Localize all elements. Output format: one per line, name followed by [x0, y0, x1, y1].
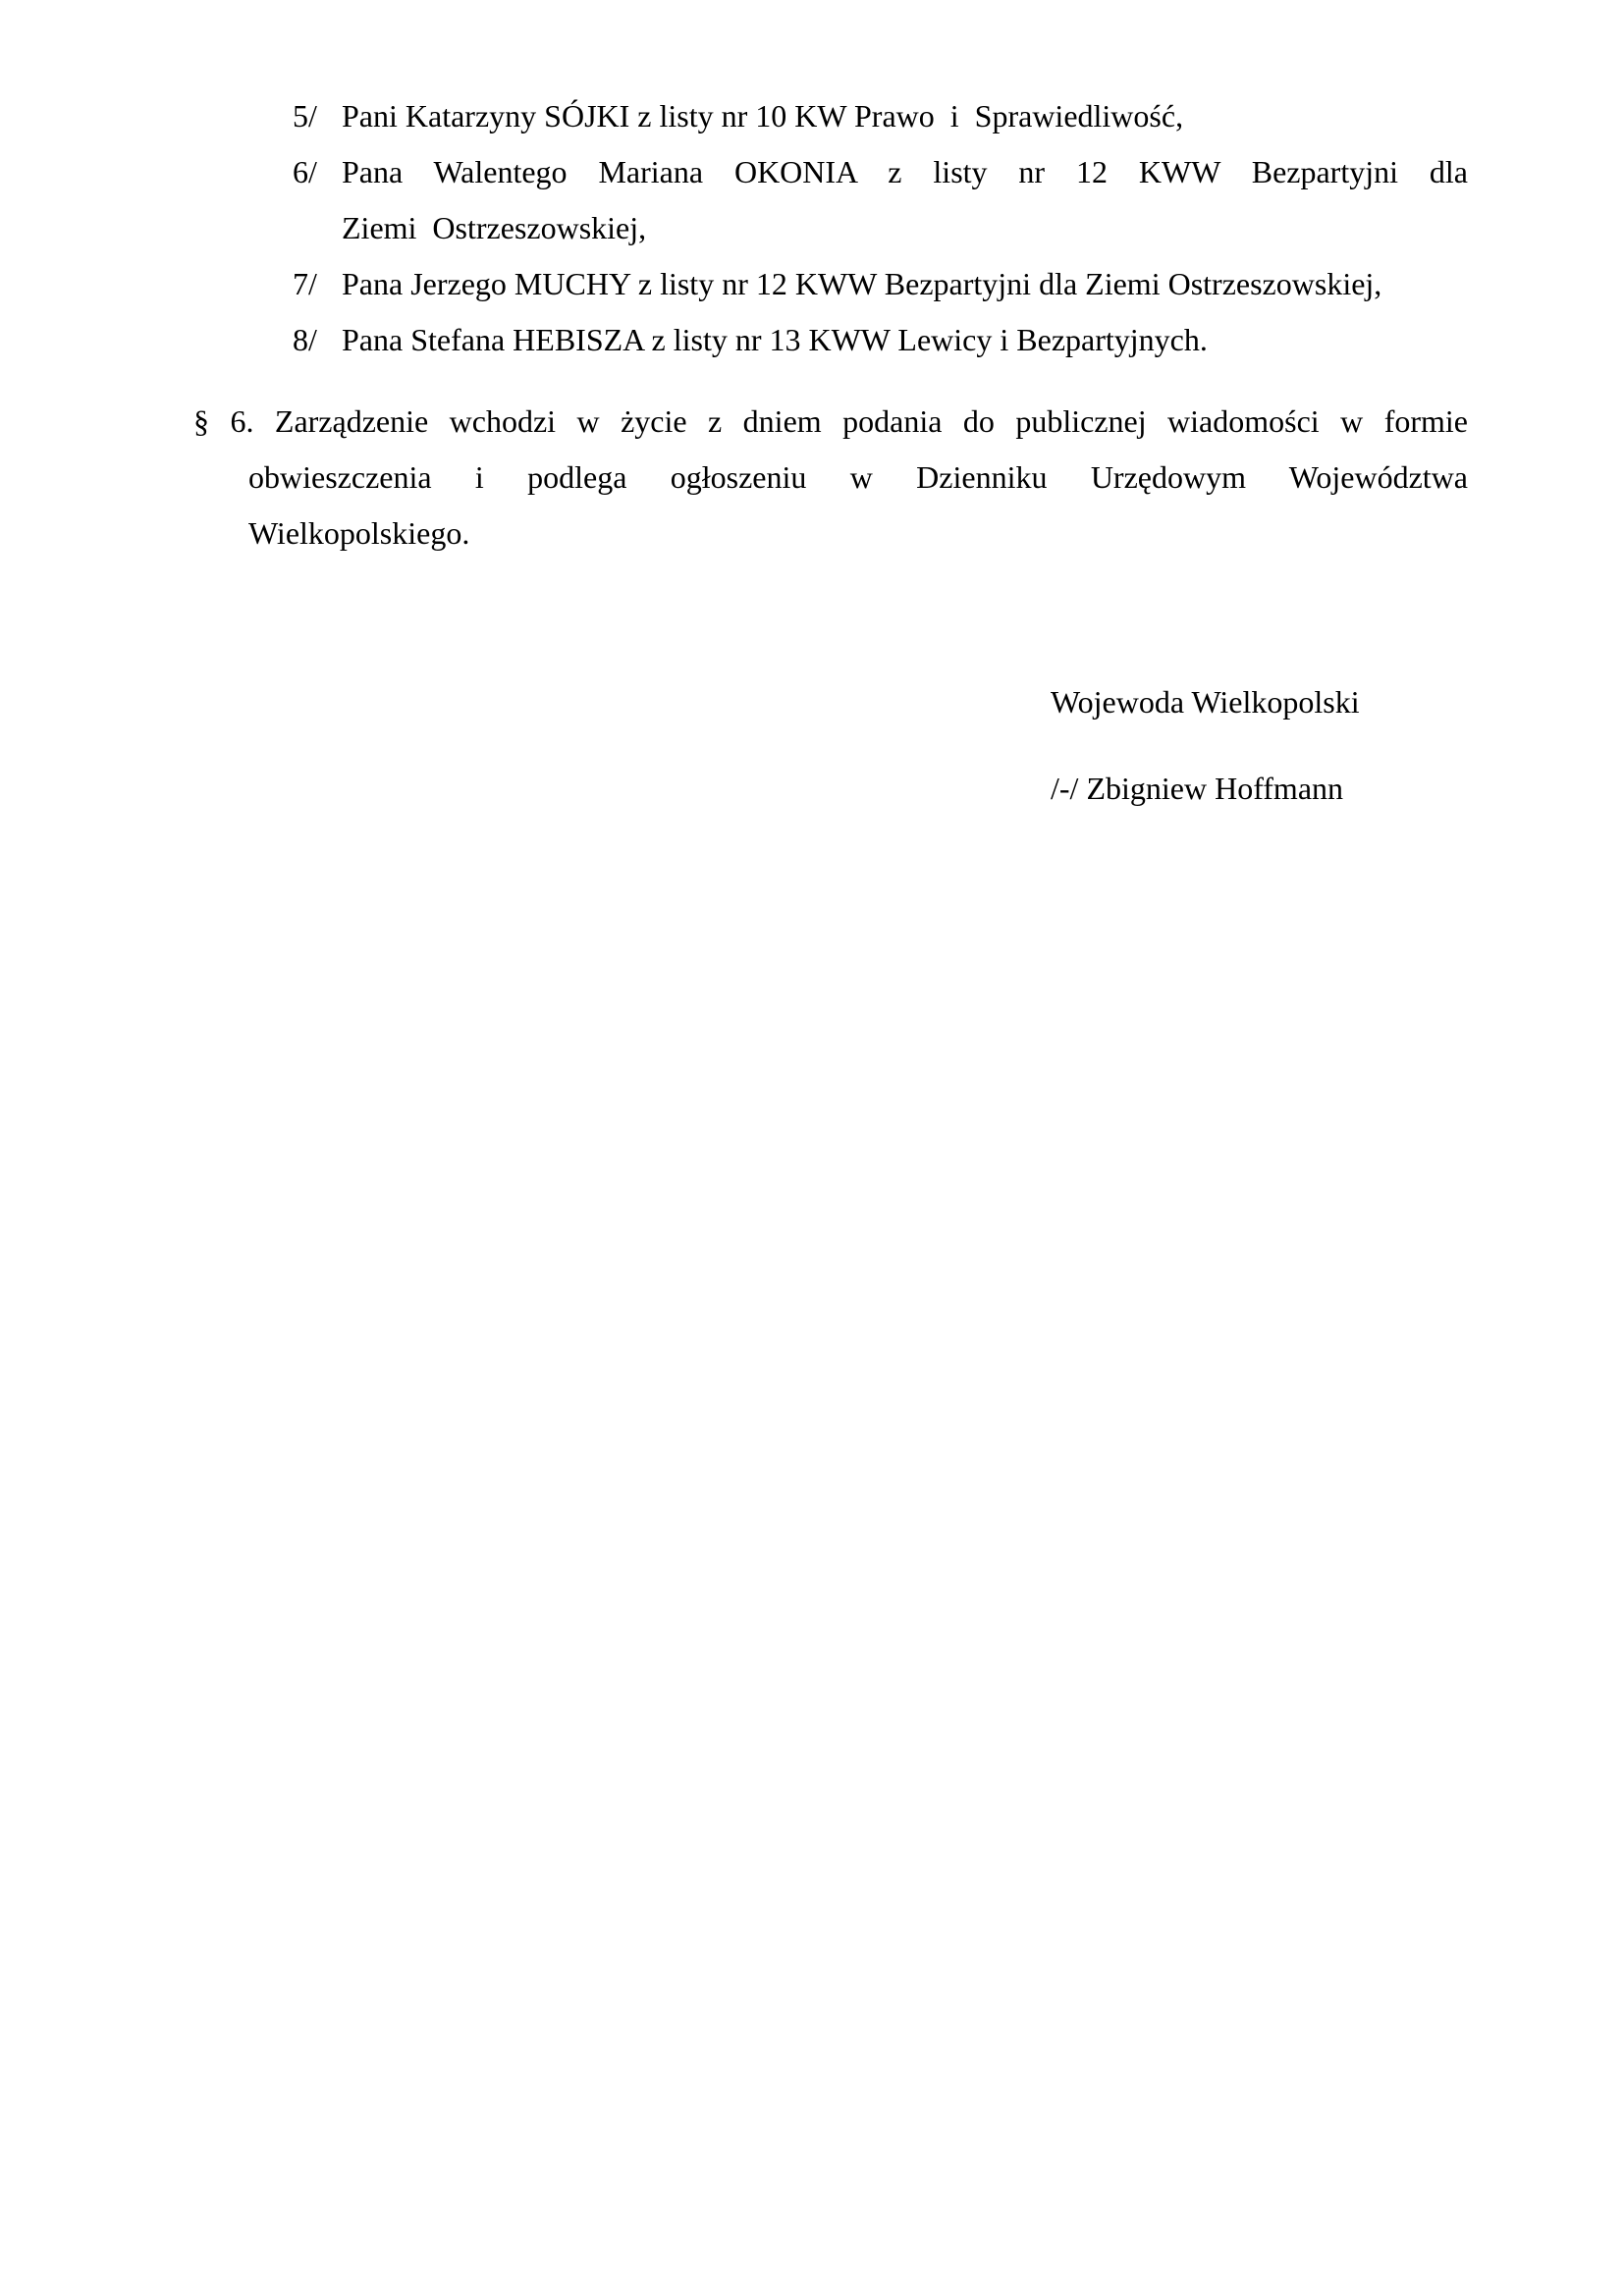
numbered-list	[293, 88, 1468, 368]
signature-name: /-/ Zbigniew Hoffmann	[1051, 771, 1344, 806]
list-item	[293, 312, 1468, 368]
list-item-line: Pana Walentego Mariana OKONIA z listy nr 12 KWW Bezpartyjni dla	[342, 154, 1468, 189]
list-item-line: Ziemi Ostrzeszowskiej,	[342, 210, 647, 245]
paragraph-line: Wielkopolskiego.	[248, 515, 470, 551]
list-item-text	[342, 256, 1468, 312]
list-item-line: Pana Jerzego MUCHY z listy nr 12 KWW Bezpartyjni dla Ziemi Ostrzeszowskiej,	[342, 266, 1382, 301]
paragraph-line: obwieszczenia i podlega ogłoszeniu w Dzienniku Urzędowym Województwa	[248, 459, 1468, 495]
paragraph-line: § 6. Zarządzenie wchodzi w życie z dniem podania do publicznej wiadomości w formie	[193, 403, 1468, 439]
list-item-text	[342, 88, 1468, 144]
list-item-number: 7/	[293, 266, 317, 301]
list-item-number: 6/	[293, 154, 317, 189]
list-item-line: Pani Katarzyny SÓJKI z listy nr 10 KW Prawo i Sprawiedliwość,	[342, 98, 1184, 133]
paragraph-section-6	[193, 394, 1468, 561]
list-item	[293, 144, 1468, 256]
list-item-text	[342, 144, 1468, 256]
list-item-number: 8/	[293, 322, 317, 357]
list-item	[293, 88, 1468, 144]
list-item-number: 5/	[293, 98, 317, 133]
list-item-line: Pana Stefana HEBISZA z listy nr 13 KWW Lewicy i Bezpartyjnych.	[342, 322, 1208, 357]
signature-block	[1051, 674, 1360, 817]
list-item-text	[342, 312, 1468, 368]
list-item	[293, 256, 1468, 312]
signature-title: Wojewoda Wielkopolski	[1051, 684, 1360, 720]
